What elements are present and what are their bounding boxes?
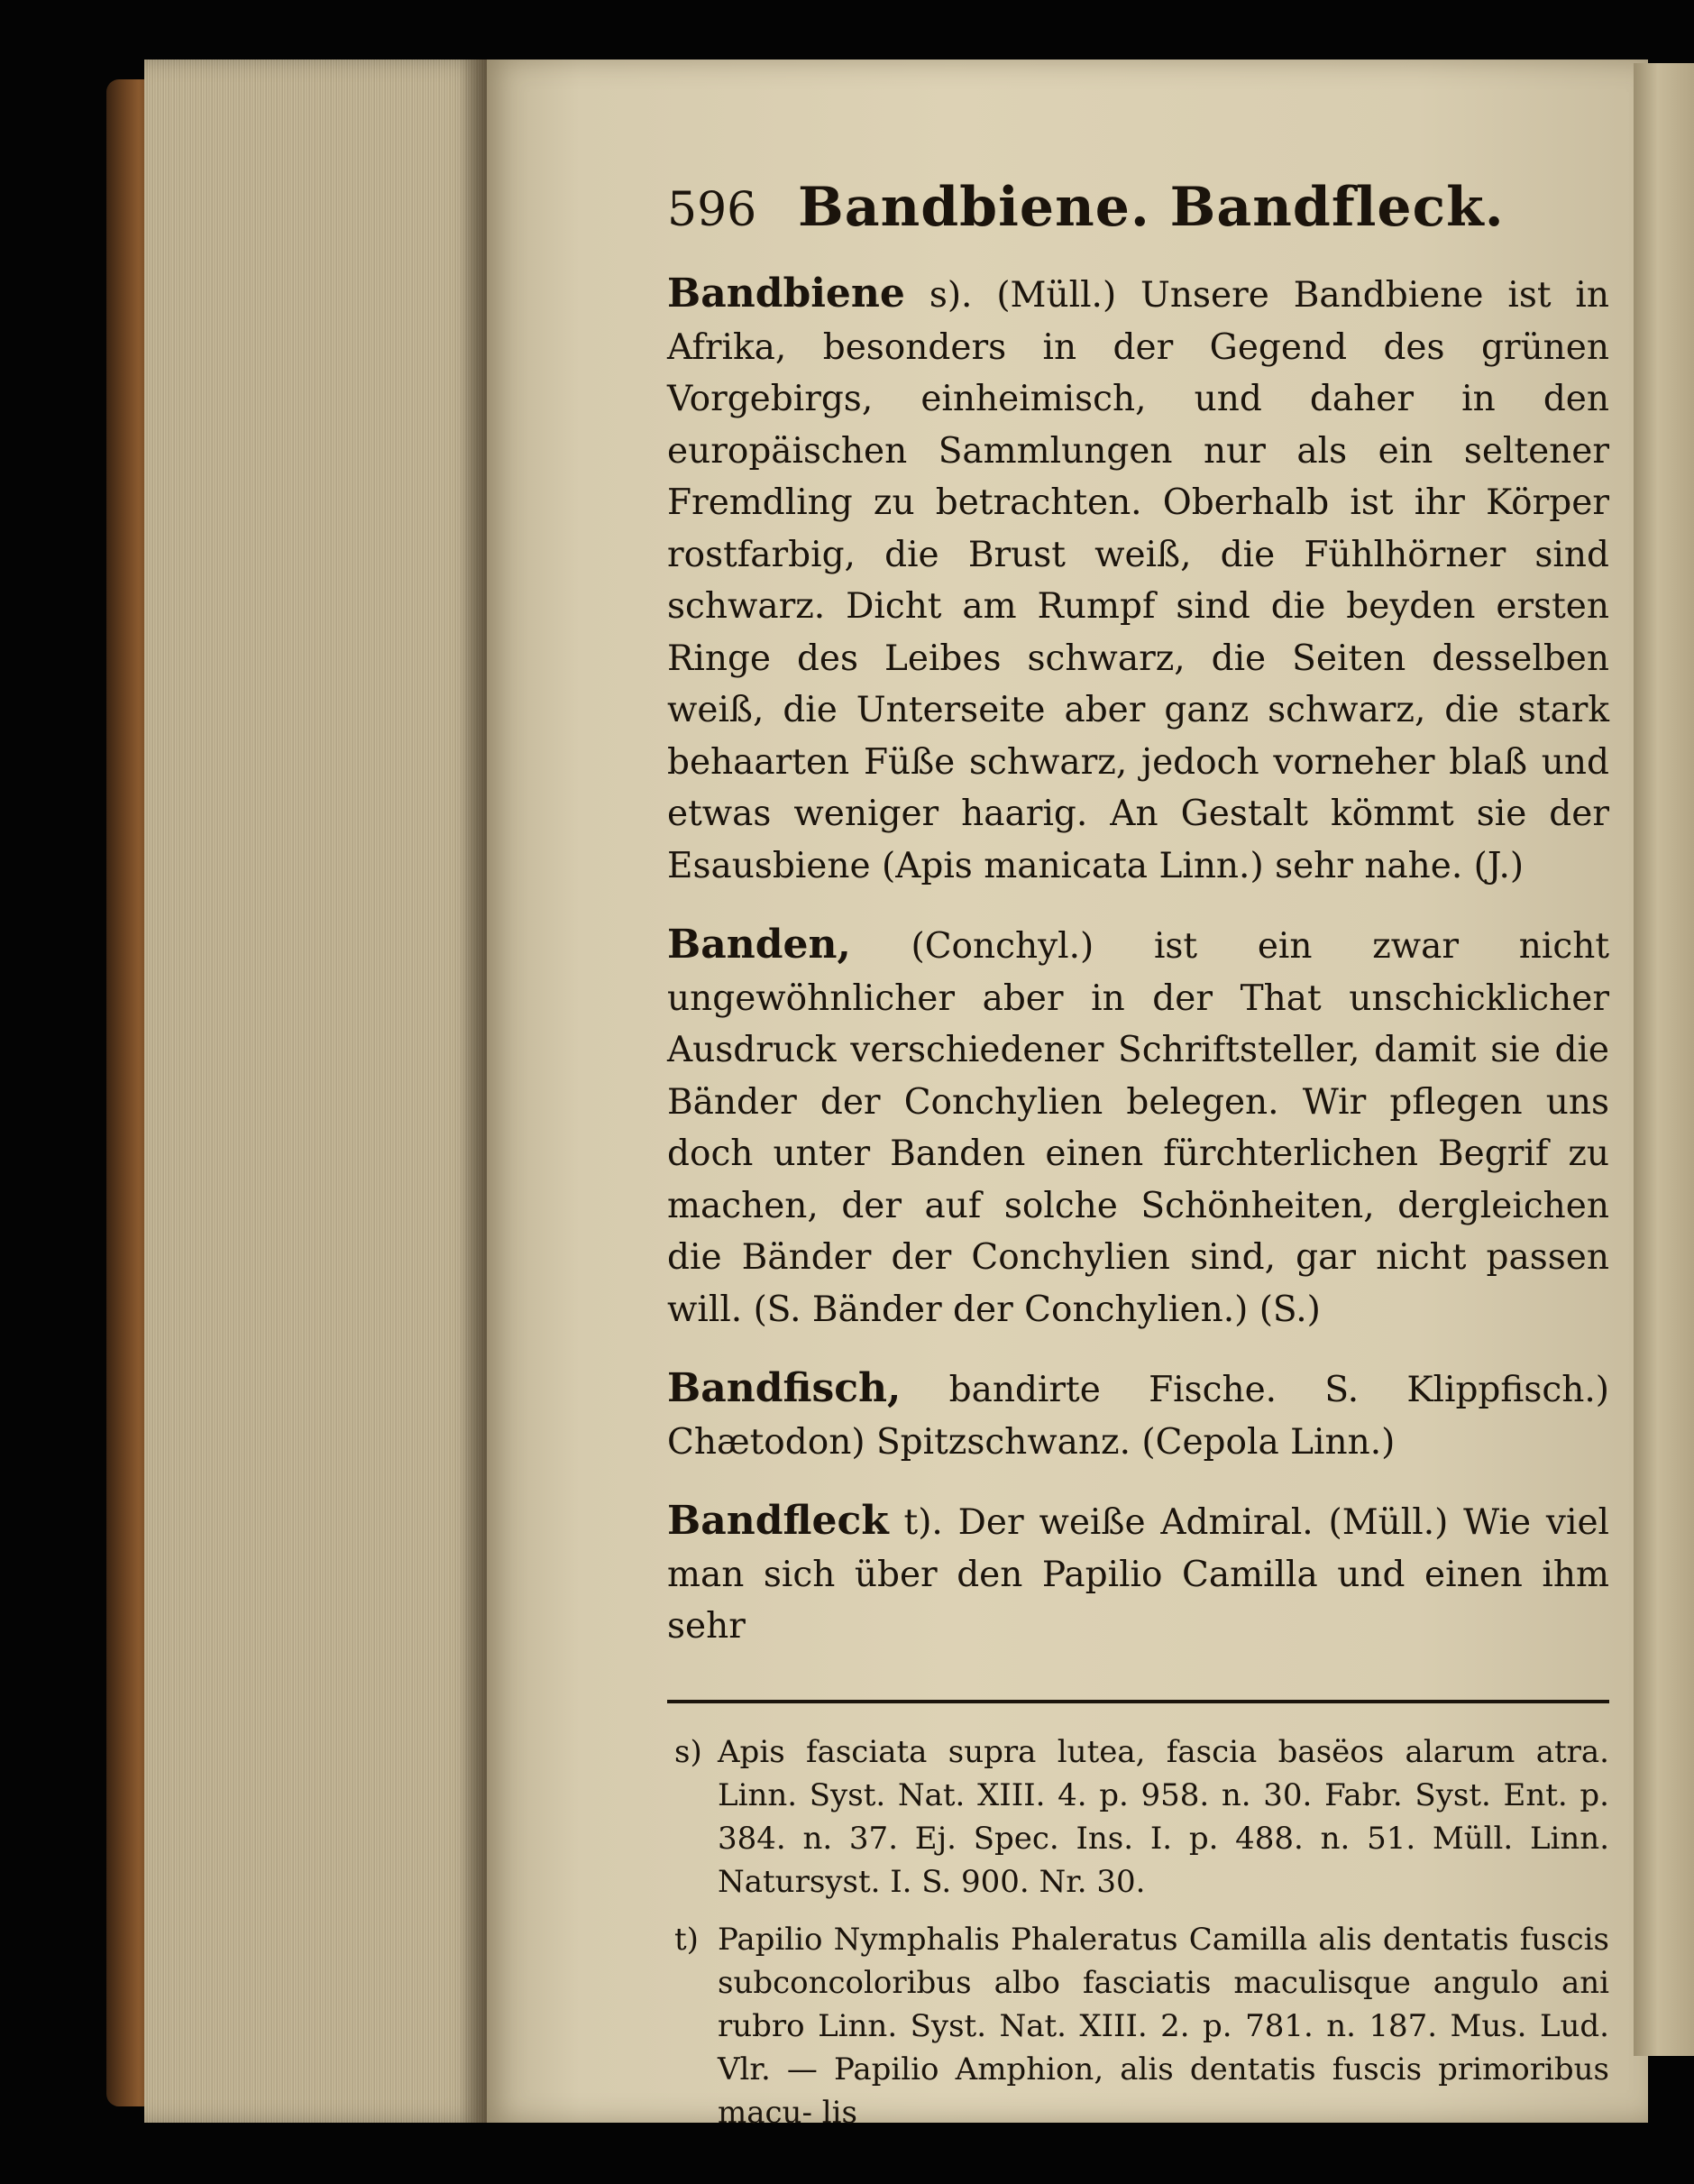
running-head-title: Bandbiene. Bandfleck.: [798, 176, 1505, 239]
footnote-text: Papilio Nymphalis Phaleratus Camilla alis dentatis fuscis subconcoloribus albo fasciatis maculisque angulo ani rubro Linn. Syst. Nat. XIII. 2. p. 781. n. 187. Mus. Lud. Vlr. — Papilio Amphion, alis dentatis fuscis primoribus macu- lis: [718, 1921, 1609, 2131]
entry-bandfleck: [667, 1495, 1609, 1653]
entry-lemma: Banden,: [667, 922, 851, 968]
footnote-mark: s): [674, 1733, 702, 1770]
page-number: 596: [667, 183, 757, 237]
facing-page-edge: [1634, 63, 1694, 2056]
running-head: [667, 176, 1609, 248]
entry-text: s). (Müll.) Unsere Bandbiene ist in Afrika, besonders in der Gegend des grünen Vorgebirgs, einheimisch, und daher in den europäischen Sammlungen nur als ein seltener Fremdling zu betrachten. Oberhalb ist ihr Körper rostfarbig, die Brust weiß, die Fühlhörner sind schwarz. Dicht am Rumpf sind die beyden ersten Ringe des Leibes schwarz, die Seiten desselben weiß, die Unterseite aber ganz schwarz, die stark behaarten Füße schwarz, jedoch vorneher blaß und etwas weniger haarig. An Gestalt kömmt sie der Esausbiene (Apis manicata Linn.) sehr nahe. (J.): [667, 275, 1609, 886]
entry-banden: [667, 919, 1609, 1335]
entry-bandfisch: [667, 1363, 1609, 1468]
entry-text: (Conchyl.) ist ein zwar nicht ungewöhnlicher aber in der That unschicklicher Ausdruck verschiedener Schriftsteller, damit sie die Bänder der Conchylien belegen. Wir pflegen uns doch unter Banden einen fürchterlichen Begrif zu machen, der auf solche Schönheiten, dergleichen die Bänder der Conchylien sind, gar nicht passen will. (S. Bänder der Conchylien.) (S.): [667, 926, 1609, 1330]
entry-text: bandirte Fische. S. Klippfisch.) Chætodon) Spitzschwanz. (Cepola Linn.): [667, 1370, 1609, 1463]
footnote-text: Apis fasciata supra lutea, fascia basëos alarum atra. Linn. Syst. Nat. XIII. 4. p. 958. n. 30. Fabr. Syst. Ent. p. 384. n. 37. Ej. Spec. Ins. I. p. 488. n. 51. Müll. Linn. Natursyst. I. S. 900. Nr. 30.: [718, 1733, 1609, 1900]
entry-lemma: Bandfleck: [667, 1498, 889, 1544]
footnote-rule: [667, 1700, 1609, 1703]
entry-lemma: Bandfisch,: [667, 1365, 902, 1411]
entry-text: t). Der weiße Admiral. (Müll.) Wie viel man sich über den Papilio Camilla und einen ihm sehr: [667, 1502, 1609, 1647]
footnote-t: [667, 1918, 1609, 2134]
page-edges: [144, 60, 487, 2123]
entry-bandbiene: [667, 268, 1609, 892]
footnote-s: [667, 1730, 1609, 1904]
entry-lemma: Bandbiene: [667, 271, 905, 317]
page-content: [667, 176, 1609, 2149]
footnote-mark: t): [674, 1921, 699, 1958]
